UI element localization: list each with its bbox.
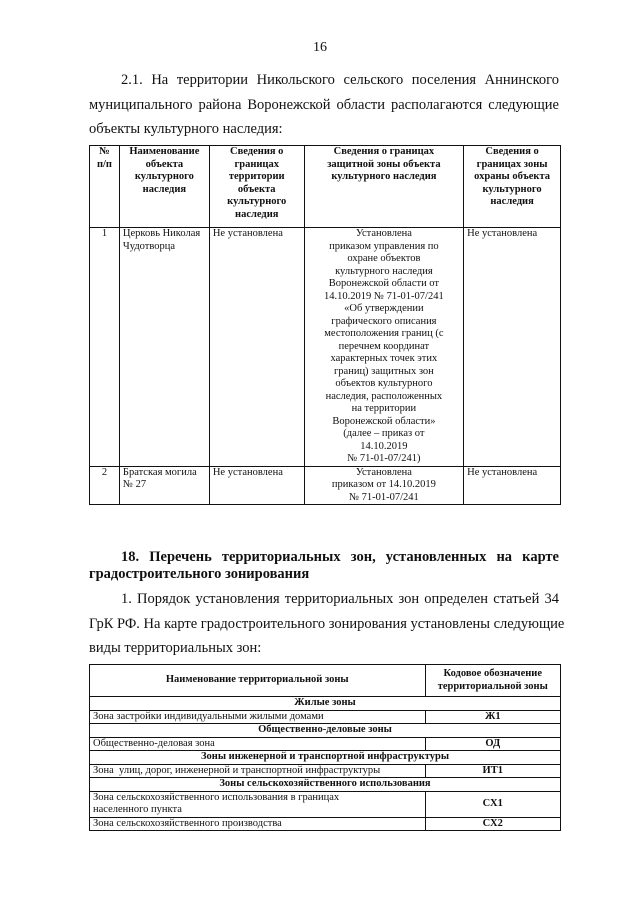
cell-text: № 27 — [122, 479, 147, 490]
header-text: Кодовое обозначение — [443, 668, 543, 679]
intro-line: объекты культурного наследия: — [89, 121, 283, 137]
cell-text: Установлена — [355, 466, 412, 478]
header-cell-guard-zone — [464, 146, 561, 228]
group-title: Зоны сельскохозяйственного использования — [90, 778, 561, 792]
heading-line: 18. Перечень территориальных зон, установленных на карте — [121, 549, 559, 565]
header-cell-protective-zone — [304, 146, 464, 228]
cell-text: Установлена — [355, 228, 412, 239]
cell-text: культурного наследия — [335, 265, 433, 277]
table-header-row — [90, 146, 561, 228]
row-protective-zone — [304, 466, 464, 505]
section-18-paragraph — [89, 587, 565, 661]
zone-code: ОД — [425, 737, 560, 751]
heading-line: градостроительного зонирования — [89, 566, 310, 582]
zone-name — [90, 791, 426, 817]
group-row — [90, 751, 561, 765]
cell-text: Воронежской области от — [328, 278, 440, 289]
cell-text: наследия, расположенных — [325, 390, 443, 402]
cell-text: местоположения границ (с — [324, 328, 444, 339]
group-row — [90, 724, 561, 738]
group-row — [90, 697, 561, 711]
heritage-objects-table — [89, 145, 561, 505]
cell-text: характерных точек этих — [330, 353, 438, 364]
header-text: культурного — [482, 183, 542, 195]
intro-line: муниципального района Воронежской области располагаются следующие — [89, 96, 559, 113]
header-text: культурного наследия — [331, 171, 437, 182]
cell-text: графического описания — [331, 315, 437, 327]
table-row — [90, 228, 561, 467]
row-guard-zone: Не установлена — [464, 466, 561, 505]
header-text: защитной зоны объекта — [327, 158, 441, 170]
cell-text: № 71-01-07/241 — [348, 491, 419, 503]
zone-code: СХ2 — [425, 817, 560, 831]
cell-text: Воронежской области» — [332, 415, 436, 427]
header-text: культурного — [134, 171, 194, 182]
header-cell-num — [90, 146, 120, 228]
paragraph-line: виды территориальных зон: — [89, 640, 262, 656]
row-num: 2 — [90, 466, 120, 505]
zone-code: ИТ1 — [425, 764, 560, 778]
header-text: наследия — [142, 183, 187, 195]
section-18-heading — [89, 549, 559, 583]
zone-code: СХ1 — [425, 791, 560, 817]
header-cell-name — [119, 146, 209, 228]
cell-text: «Об утверждении — [344, 303, 424, 314]
header-text: культурного — [227, 196, 287, 207]
zone-name: Зона сельскохозяйственного производства — [90, 817, 426, 831]
intro-paragraph — [89, 68, 559, 142]
header-text: границах зоны — [476, 158, 548, 170]
table-header-row — [90, 665, 561, 697]
header-text: объекта — [237, 183, 276, 195]
cell-text: на территории — [351, 403, 417, 414]
cell-text: Церковь Николая — [122, 228, 201, 239]
row-object-name — [119, 466, 209, 505]
cell-text: 14.10.2019 — [360, 440, 408, 452]
header-text: объекта — [145, 158, 184, 170]
cell-text: охране объектов — [347, 253, 421, 264]
header-text: п/п — [96, 158, 112, 170]
table-row — [90, 710, 561, 724]
header-text: наследия — [490, 196, 534, 207]
cell-text: Чудотворца — [122, 240, 176, 252]
group-row — [90, 778, 561, 792]
zone-name: Зона улиц, дорог, инженерной и транспортной инфраструктуры — [90, 764, 426, 778]
table-row — [90, 764, 561, 778]
header-text: территории — [228, 171, 285, 182]
cell-text: Зона сельскохозяйственного использования в границах — [93, 791, 340, 803]
cell-text: приказом от 14.10.2019 — [331, 479, 436, 490]
header-text: Сведения о — [230, 146, 284, 157]
zone-name: Зона застройки индивидуальными жилыми домами — [90, 710, 426, 724]
zone-code: Ж1 — [425, 710, 560, 724]
group-title: Жилые зоны — [90, 697, 561, 711]
cell-text: № 71-01-07/241) — [347, 453, 421, 464]
paragraph-line: ГрК РФ. На карте градостроительного зонирования установлены следующие — [89, 615, 565, 632]
header-text: Сведения о границах — [333, 146, 435, 157]
table-row — [90, 817, 561, 831]
paragraph-line: 1. Порядок установления территориальных зон определен статьей 34 — [121, 591, 559, 607]
table-row — [90, 737, 561, 751]
cell-text: перечнем координат — [338, 340, 430, 352]
territorial-zones-table — [89, 664, 561, 831]
cell-text: (далее – приказ от — [343, 428, 425, 439]
header-text: охраны объекта — [474, 171, 550, 182]
row-guard-zone: Не установлена — [464, 228, 561, 467]
page-number: 16 — [313, 40, 327, 55]
cell-text: 14.10.2019 № 71-01-07/241 — [324, 290, 444, 302]
row-territory: Не установлена — [209, 228, 304, 467]
header-text: наследия — [235, 208, 279, 220]
row-num: 1 — [90, 228, 120, 467]
header-cell-zone-name: Наименование территориальной зоны — [90, 665, 426, 697]
header-text: № — [99, 146, 110, 157]
cell-text: объектов культурного — [335, 378, 433, 389]
header-cell-territory — [209, 146, 304, 228]
header-text: территориальной зоны — [437, 680, 548, 692]
cell-text: Братская могила — [122, 466, 197, 478]
cell-text: приказом управления по — [329, 240, 439, 252]
header-text: Наименование — [129, 146, 200, 157]
cell-text: границ) защитных зон — [333, 365, 434, 377]
cell-text: населенного пункта — [93, 804, 182, 815]
row-object-name — [119, 228, 209, 467]
table-row — [90, 791, 561, 817]
row-protective-zone — [304, 228, 464, 467]
table-row — [90, 466, 561, 505]
group-title: Общественно-деловые зоны — [90, 724, 561, 738]
header-cell-zone-code — [425, 665, 560, 697]
row-territory: Не установлена — [209, 466, 304, 505]
header-text: границах — [234, 158, 279, 170]
zone-name: Общественно-деловая зона — [90, 737, 426, 751]
group-title: Зоны инженерной и транспортной инфраструктуры — [90, 751, 561, 765]
header-text: Сведения о — [485, 146, 539, 157]
intro-line: 2.1. На территории Никольского сельского поселения Аннинского — [121, 72, 559, 88]
